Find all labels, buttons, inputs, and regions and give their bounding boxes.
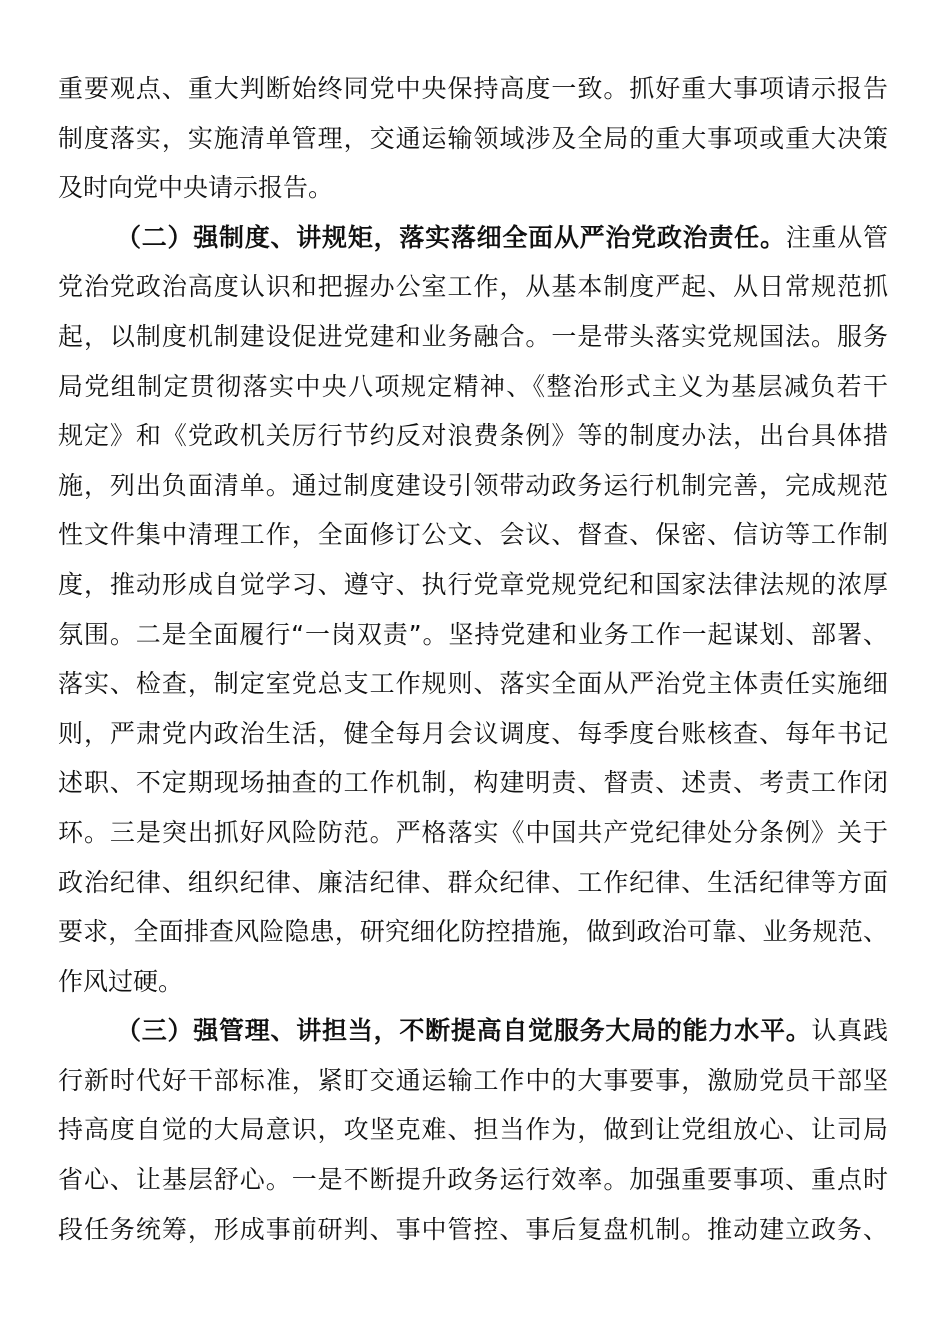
text-line: [58, 510, 888, 560]
line-text: 述职、不定期现场抽查的工作机制，构建明责、督责、述责、考责工作闭: [58, 768, 888, 798]
line-text: 认真践: [811, 1016, 888, 1046]
line-text: 段任务统筹，形成事前研判、事中管控、事后复盘机制。推动建立政务、: [58, 1214, 888, 1244]
line-text: 度，推动形成自觉学习、遵守、执行党章党规党纪和国家法律法规的浓厚: [58, 569, 888, 599]
text-line: [58, 659, 888, 709]
line-text: 作风过硬。: [58, 966, 184, 996]
text-line: [58, 1105, 888, 1155]
line-text: 起，以制度机制建设促进党建和业务融合。一是带头落实党规国法。服务: [58, 321, 888, 351]
line-text: 施，列出负面清单。通过制度建设引领带动政务运行机制完善，完成规范: [58, 470, 888, 500]
text-line: [58, 362, 888, 412]
line-text: 行新时代好干部标准，紧盯交通运输工作中的大事要事，激励党员干部坚: [58, 1065, 888, 1095]
text-line: [58, 957, 888, 1007]
paragraph-heading-line: [58, 1006, 888, 1056]
text-line: [58, 163, 888, 213]
line-text: 及时向党中央请示报告。: [58, 173, 334, 203]
text-line: [58, 858, 888, 908]
text-line: [58, 758, 888, 808]
text-line: [58, 262, 888, 312]
text-line: [58, 610, 888, 660]
section-heading: （二）强制度、讲规矩，落实落细全面从严治党政治责任。: [116, 222, 786, 252]
text-line: [58, 64, 888, 114]
section-heading: （三）强管理、讲担当，不断提高自觉服务大局的能力水平。: [116, 1016, 812, 1046]
line-text: 政治纪律、组织纪律、廉洁纪律、群众纪律、工作纪律、生活纪律等方面: [58, 867, 888, 897]
line-text: 氛围。二是全面履行“一岗双责”。坚持党建和业务工作一起谋划、部署、: [58, 619, 888, 649]
text-line: [58, 411, 888, 461]
text-line: [58, 1155, 888, 1205]
line-text: 要求，全面排查风险隐患，研究细化防控措施，做到政治可靠、业务规范、: [58, 917, 888, 947]
line-text: 局党组制定贯彻落实中央八项规定精神、《整治形式主义为基层减负若干: [58, 371, 888, 401]
text-line: [58, 312, 888, 362]
text-line: [58, 709, 888, 759]
text-line: [58, 1056, 888, 1106]
line-text: 制度落实，实施清单管理，交通运输领域涉及全局的重大事项或重大决策: [58, 123, 888, 153]
text-line: [58, 114, 888, 164]
line-text: 重要观点、重大判断始终同党中央保持高度一致。抓好重大事项请示报告: [58, 74, 888, 103]
line-text: 党治党政治高度认识和把握办公室工作，从基本制度严起、从日常规范抓: [58, 272, 888, 302]
line-text: 省心、让基层舒心。一是不断提升政务运行效率。加强重要事项、重点时: [58, 1165, 888, 1195]
line-text: 则，严肃党内政治生活，健全每月会议调度、每季度台账核查、每年书记: [58, 718, 888, 748]
text-line: [58, 560, 888, 610]
text-line: [58, 907, 888, 957]
paragraph-heading-line: [58, 213, 888, 263]
line-text: 性文件集中清理工作，全面修订公文、会议、督查、保密、信访等工作制: [58, 520, 888, 550]
document-body: [58, 64, 888, 1254]
text-line: [58, 808, 888, 858]
line-text: 持高度自觉的大局意识，攻坚克难、担当作为，做到让党组放心、让司局: [58, 1115, 888, 1145]
line-text: 环。三是突出抓好风险防范。严格落实《中国共产党纪律处分条例》关于: [58, 817, 888, 847]
text-line: [58, 1205, 888, 1255]
text-line: [58, 461, 888, 511]
line-text: 注重从管: [785, 222, 888, 252]
line-text: 落实、检查，制定室党总支工作规则、落实全面从严治党主体责任实施细: [58, 669, 888, 699]
line-text: 规定》和《党政机关厉行节约反对浪费条例》等的制度办法，出台具体措: [58, 421, 888, 451]
